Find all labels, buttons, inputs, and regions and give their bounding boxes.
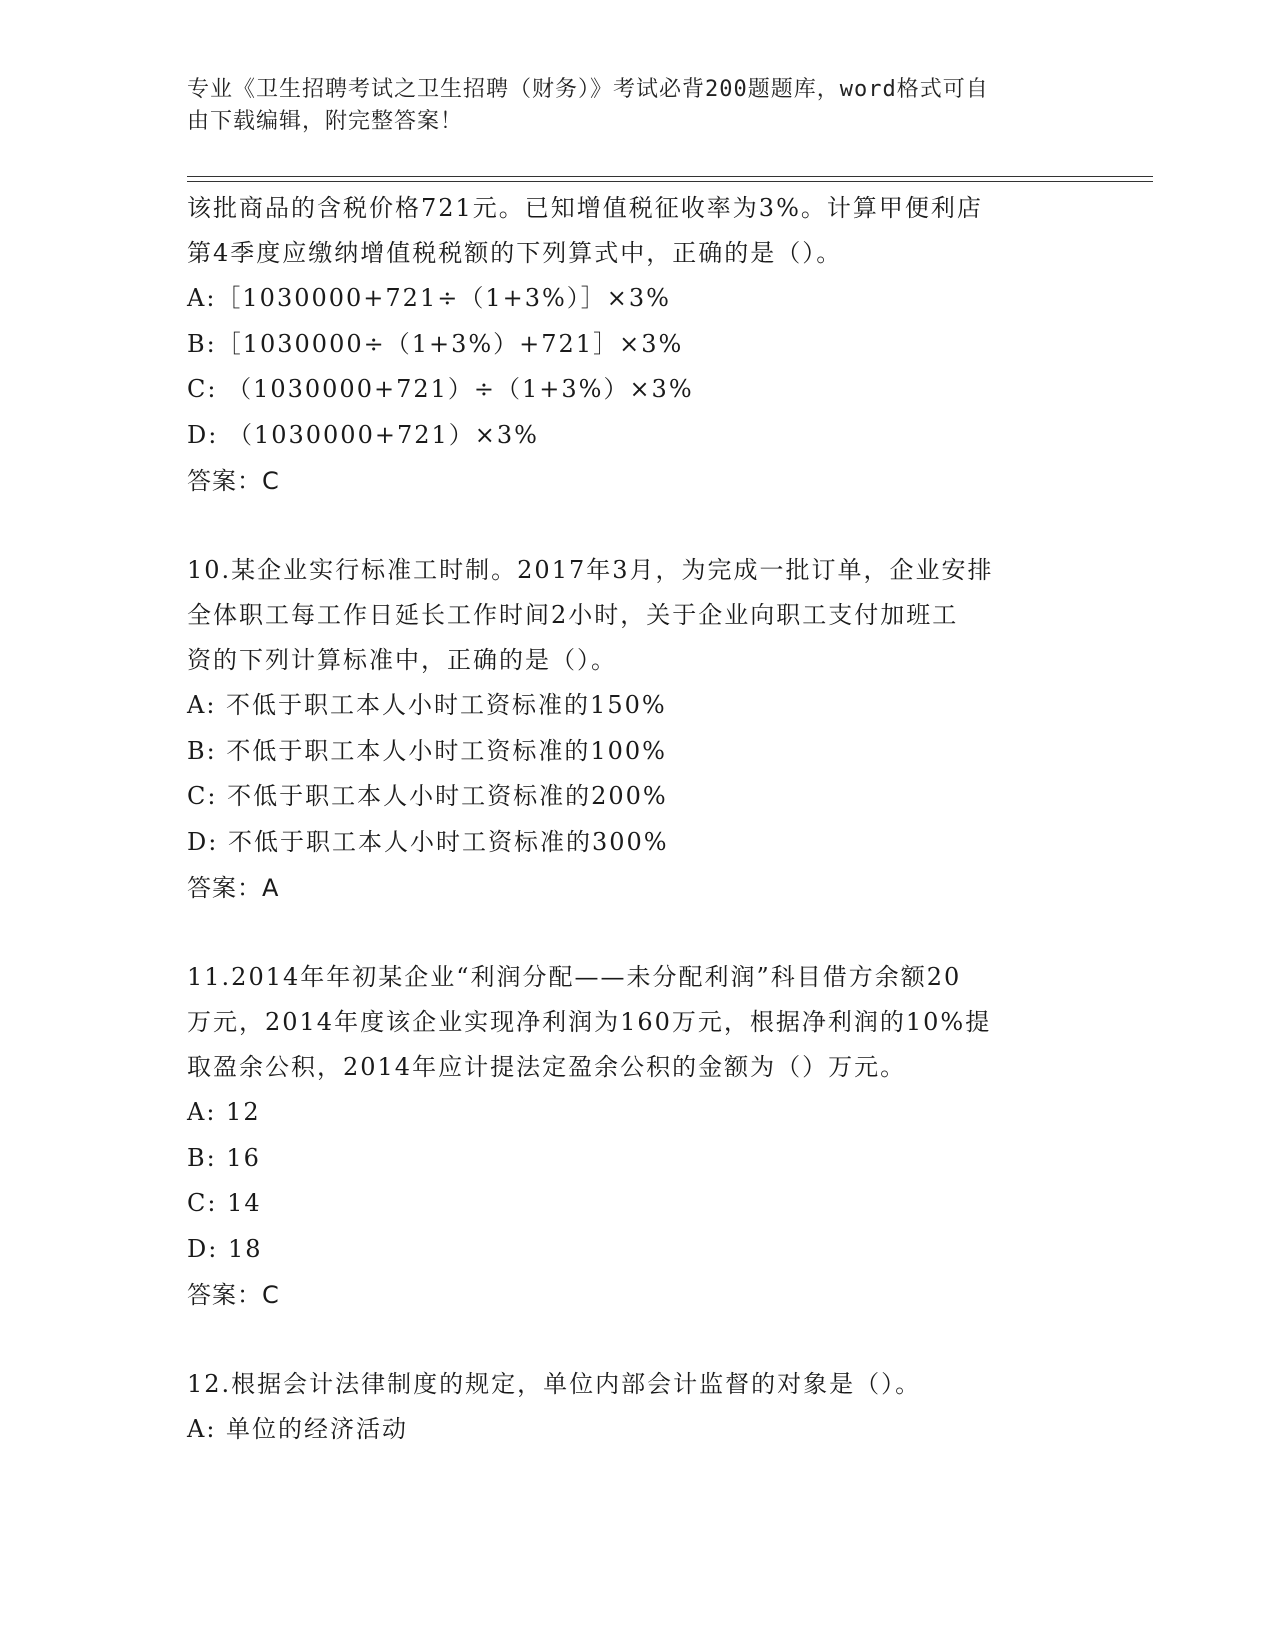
option-a: A: 单位的经济活动 (187, 1415, 409, 1443)
answer-line: 答案：C (187, 1281, 280, 1309)
option-a: A: 12 (187, 1098, 261, 1126)
option-c: C: 14 (187, 1189, 262, 1217)
question-11 (187, 955, 1087, 1318)
question-stem-line: 取盈余公积，2014年应计提法定盈余公积的金额为（）万元。 (187, 1053, 907, 1081)
answer-line: 答案：A (187, 874, 280, 902)
option-a: A:［1030000+721÷（1+3%）］×3% (187, 284, 671, 312)
header-divider-top (187, 176, 1153, 177)
question-9 (187, 186, 1087, 504)
question-stem-line: 该批商品的含税价格721元。已知增值税征收率为3%。计算甲便利店 (187, 194, 983, 222)
document-header (187, 74, 1067, 138)
option-a: A: 不低于职工本人小时工资标准的150% (187, 691, 667, 719)
option-d: D: （1030000+721）×3% (187, 420, 539, 449)
header-line-2: 由下载编辑，附完整答案！ (187, 109, 464, 134)
question-12 (187, 1362, 1087, 1453)
option-c: C: 不低于职工本人小时工资标准的200% (187, 782, 668, 810)
option-c: C: （1030000+721）÷（1+3%）×3% (187, 375, 694, 403)
option-b: B: 不低于职工本人小时工资标准的100% (187, 736, 667, 765)
answer-line: 答案：C (187, 467, 280, 495)
option-b: B: 16 (187, 1143, 261, 1172)
header-divider-bottom (187, 181, 1153, 182)
question-10 (187, 548, 1087, 911)
question-stem-line: 万元，2014年度该企业实现净利润为160万元，根据净利润的10%提 (187, 1008, 992, 1036)
question-stem-line: 资的下列计算标准中，正确的是（）。 (187, 646, 617, 674)
question-stem-line: 第4季度应缴纳增值税税额的下列算式中，正确的是（）。 (187, 239, 843, 267)
header-line-1: 专业《卫生招聘考试之卫生招聘（财务）》考试必背200题题库，word格式可自 (187, 77, 989, 102)
question-stem-line: 11.2014年年初某企业“利润分配——未分配利润”科目借方余额20 (187, 963, 962, 991)
question-list (187, 186, 1087, 1497)
option-d: D: 18 (187, 1234, 263, 1263)
option-b: B:［1030000÷（1+3%）+721］×3% (187, 329, 684, 358)
question-stem-line: 10.某企业实行标准工时制。2017年3月，为完成一批订单，企业安排 (187, 556, 994, 584)
option-d: D: 不低于职工本人小时工资标准的300% (187, 827, 669, 856)
question-stem-line: 12.根据会计法律制度的规定，单位内部会计监督的对象是（）。 (187, 1370, 922, 1398)
question-stem-line: 全体职工每工作日延长工作时间2小时，关于企业向职工支付加班工 (187, 601, 959, 629)
